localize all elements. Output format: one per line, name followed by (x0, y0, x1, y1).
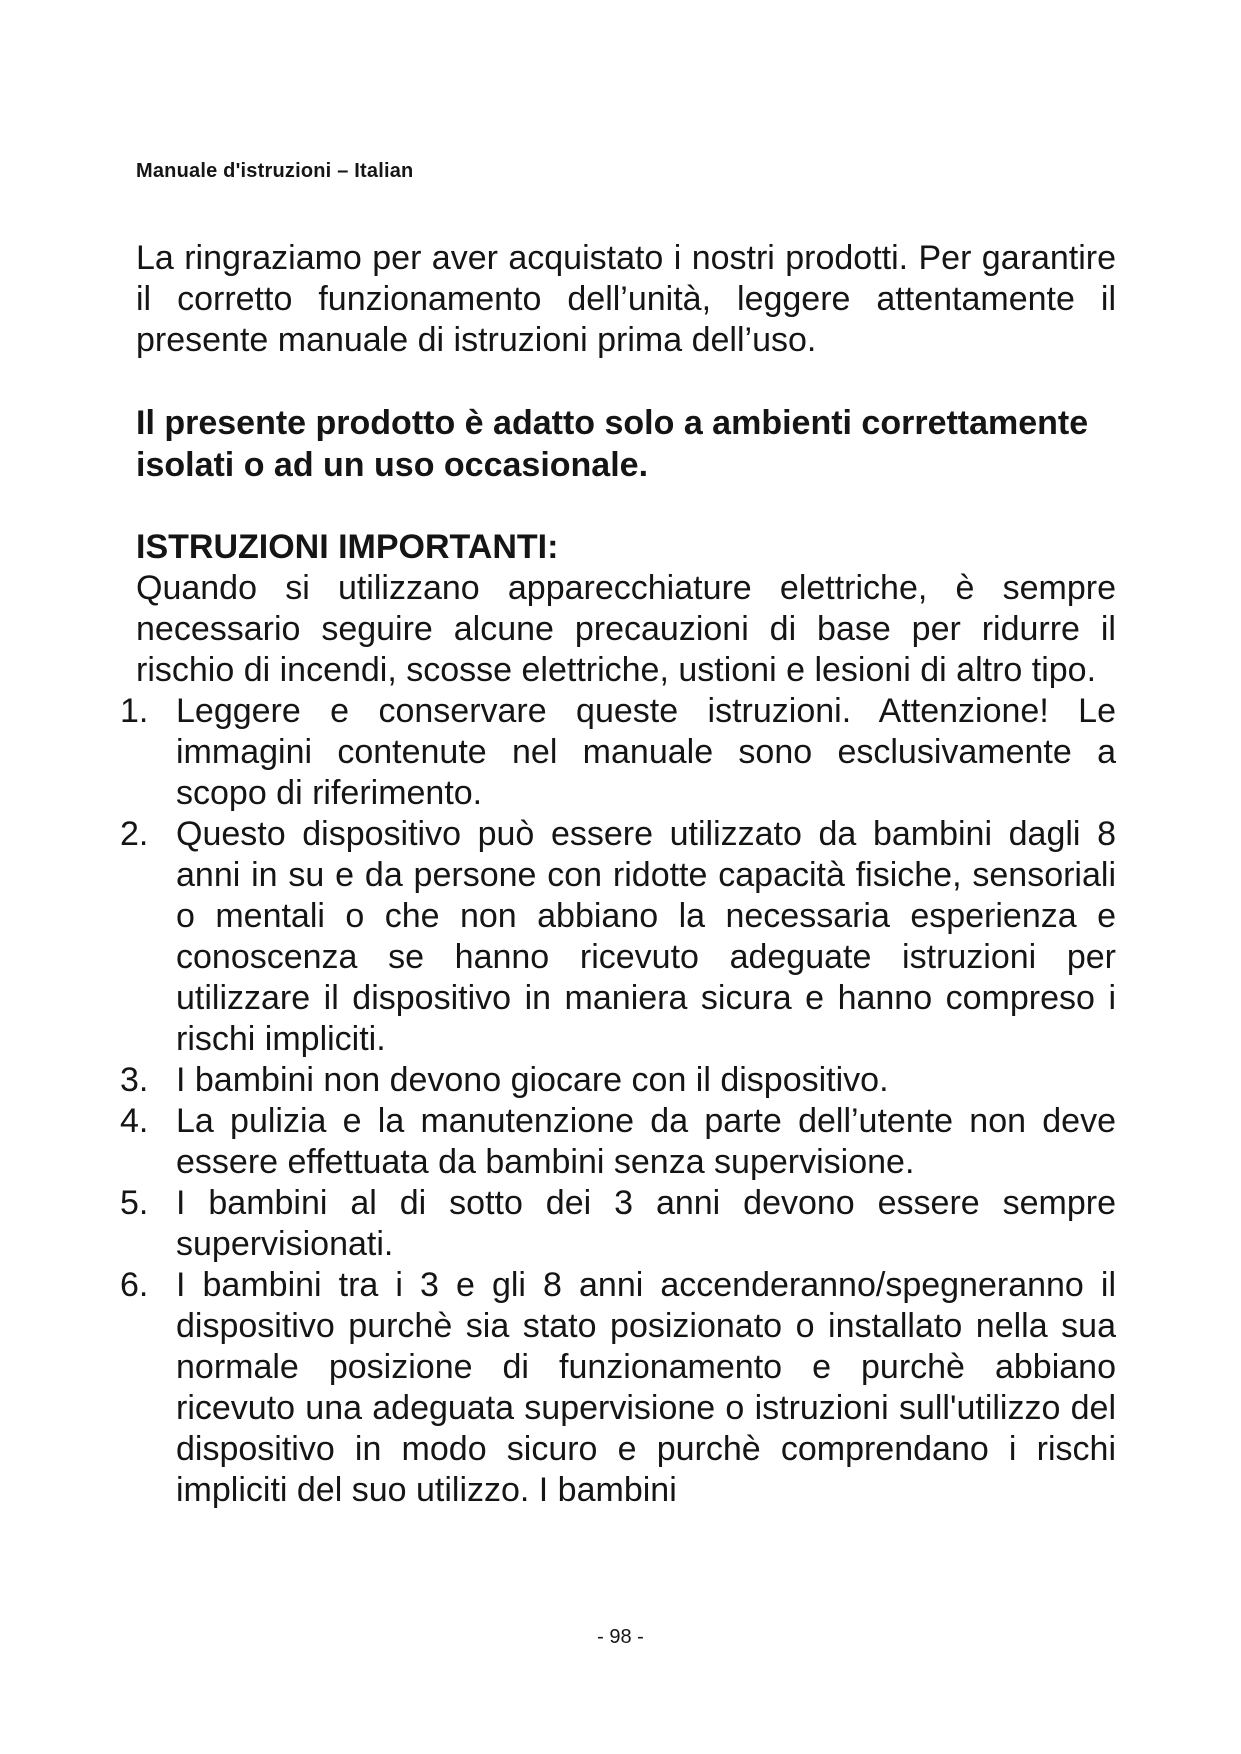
list-item-number: 4. (120, 1102, 149, 1140)
warning-paragraph: Il presente prodotto è adatto solo a ambienti correttamente isolati o ad un uso occasionale. (136, 404, 1089, 484)
intro-paragraph: La ringraziamo per aver acquistato i nostri prodotti. Per garantire il corretto funzionamento dell’unità, leggere attentamente il presente manuale di istruzioni prima dell’uso. (136, 239, 1116, 359)
list-item-text: Questo dispositivo può essere utilizzato da bambini dagli 8 anni in su e da persone con ridotte capacità fisiche, sensoriali o mentali o che non abbiano la necessaria esperienza e conoscenza se hanno ricevuto adeguate istruzioni per utilizzare il dispositivo in maniera sicura e hanno compreso i rischi impliciti. (176, 815, 1116, 1058)
list-item (120, 814, 1116, 1060)
list-item-number: 6. (120, 1266, 149, 1304)
list-item (120, 1265, 1116, 1511)
page-content (120, 238, 1116, 1511)
list-item-number: 2. (120, 815, 149, 853)
list-item-text: I bambini non devono giocare con il dispositivo. (176, 1061, 889, 1099)
list-item (120, 1060, 1116, 1101)
list-item-text: Leggere e conservare queste istruzioni. Attenzione! Le immagini contenute nel manuale sono esclusivamente a scopo di riferimento. (176, 692, 1116, 812)
list-item-text: I bambini al di sotto dei 3 anni devono essere sempre supervisionati. (176, 1184, 1116, 1263)
section-title: ISTRUZIONI IMPORTANTI: (136, 528, 559, 566)
section-intro: Quando si utilizzano apparecchiature elettriche, è sempre necessario seguire alcune precauzioni di base per ridurre il rischio di incendi, scosse elettriche, ustioni e lesioni di altro tipo. (136, 569, 1116, 689)
list-item (120, 1183, 1116, 1265)
page-number: - 98 - (597, 1626, 644, 1648)
list-item (120, 691, 1116, 814)
list-item-number: 1. (120, 692, 149, 730)
document-header: Manuale d'istruzioni – Italian (136, 160, 414, 182)
instruction-list (120, 691, 1116, 1511)
list-item-text: La pulizia e la manutenzione da parte dell’utente non deve essere effettuata da bambini senza supervisione. (176, 1102, 1116, 1181)
list-item-number: 5. (120, 1184, 149, 1222)
list-item (120, 1101, 1116, 1183)
list-item-text: I bambini tra i 3 e gli 8 anni accenderanno/spegneranno il dispositivo purchè sia stato posizionato o installato nella sua normale posizione di funzionamento e purchè abbiano ricevuto una adeguata supervisione o istruzioni sull'utilizzo del dispositivo in modo sicuro e purchè comprendano i rischi impliciti del suo utilizzo. I bambini (176, 1266, 1116, 1509)
list-item-number: 3. (120, 1061, 149, 1099)
